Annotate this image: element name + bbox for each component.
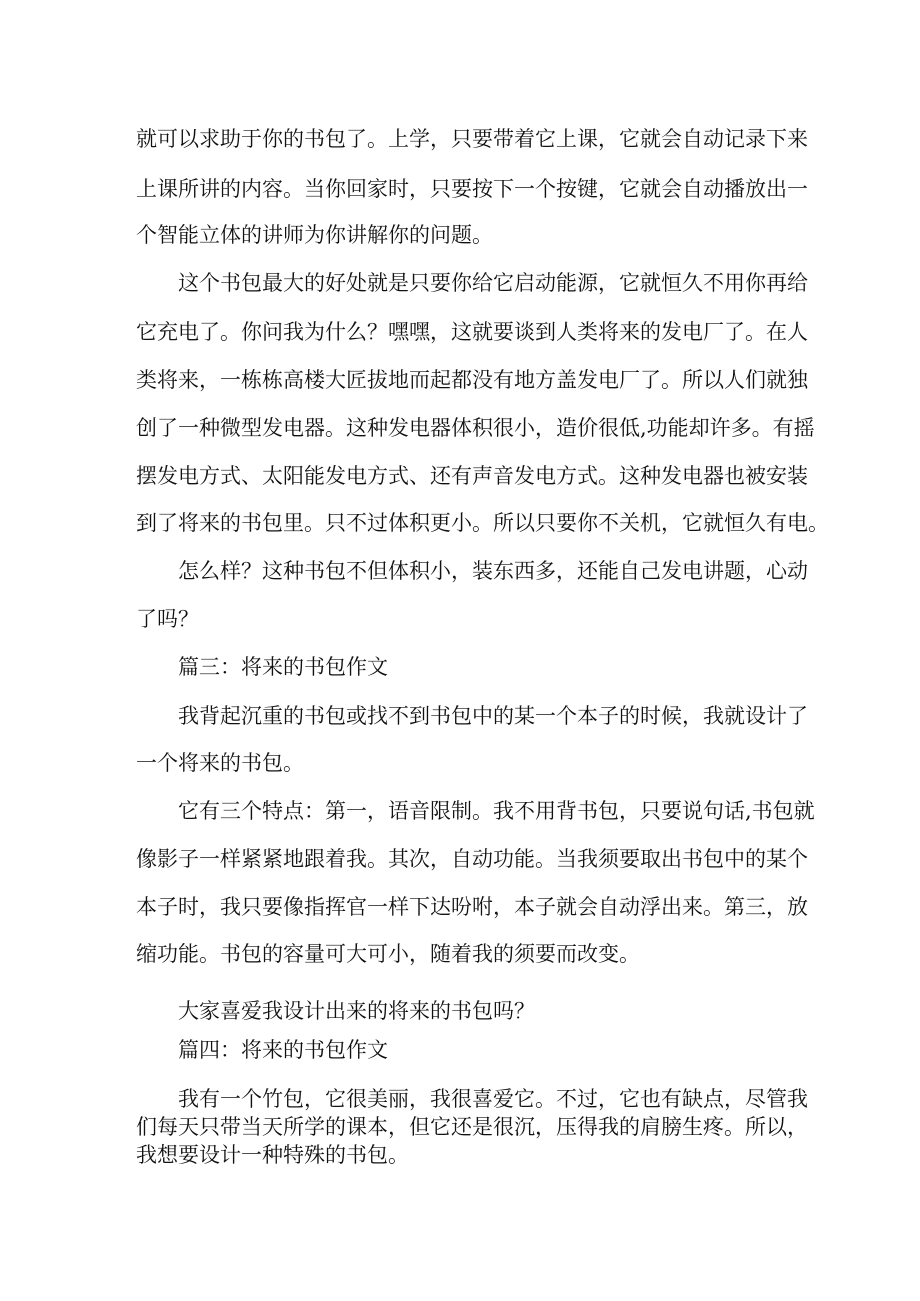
- text-line: 像影子一样紧紧地跟着我。其次，自动功能。当我须要取出书包中的某个: [136, 847, 808, 871]
- text-line: 就可以求助于你的书包了。上学，只要带着它上课，它就会自动记录下来: [136, 127, 808, 151]
- text-line: 摆发电方式、太阳能发电方式、还有声音发电方式。这种发电器也被安装: [136, 464, 808, 488]
- text-line: 上课所讲的内容。当你回家时，只要按下一个按键，它就会自动播放出一: [136, 177, 808, 201]
- text-line: 我有一个竹包，它很美丽，我很喜爱它。不过，它也有缺点，尽管我: [178, 1087, 808, 1111]
- text-line: 大家喜爱我设计出来的将来的书包吗？: [178, 999, 535, 1023]
- text-line: 了吗？: [136, 607, 199, 631]
- text-line: 类将来，一栋栋高楼大匠拔地而起都没有地方盖发电厂了。所以人们就独: [136, 368, 808, 392]
- text-line: 我背起沉重的书包或找不到书包中的某一个本子的时候，我就设计了: [178, 704, 808, 728]
- text-line: 它有三个特点：第一，语音限制。我不用背书包，只要说句话,书包就: [178, 799, 815, 823]
- text-line: 到了将来的书包里。只不过体积更小。所以只要你不关机，它就恒久有电。: [136, 511, 829, 535]
- text-line: 它充电了。你问我为什么？嘿嘿，这就要谈到人类将来的发电厂了。在人: [136, 320, 808, 344]
- text-line: 个智能立体的讲师为你讲解你的问题。: [136, 223, 493, 247]
- text-line: 这个书包最大的好处就是只要你给它启动能源，它就恒久不用你再给: [178, 271, 808, 295]
- section-heading: 篇四：将来的书包作文: [178, 1038, 388, 1062]
- text-line: 一个将来的书包。: [136, 751, 304, 775]
- text-line: 我想要设计一种特殊的书包。: [136, 1143, 409, 1167]
- text-line: 创了一种微型发电器。这种发电器体积很小，造价很低,功能却许多。有摇: [136, 416, 815, 440]
- text-line: 缩功能。书包的容量可大可小，随着我的须要而改变。: [136, 942, 640, 966]
- text-line: 本子时，我只要像指挥官一样下达吩咐，本子就会自动浮出来。第三，放: [136, 895, 808, 919]
- section-heading: 篇三：将来的书包作文: [178, 655, 388, 679]
- text-line: 们每天只带当天所学的课本，但它还是很沉，压得我的肩膀生疼。所以，: [136, 1115, 808, 1139]
- text-line: 怎么样？这种书包不但体积小，装东西多，还能自己发电讲题，心动: [178, 559, 808, 583]
